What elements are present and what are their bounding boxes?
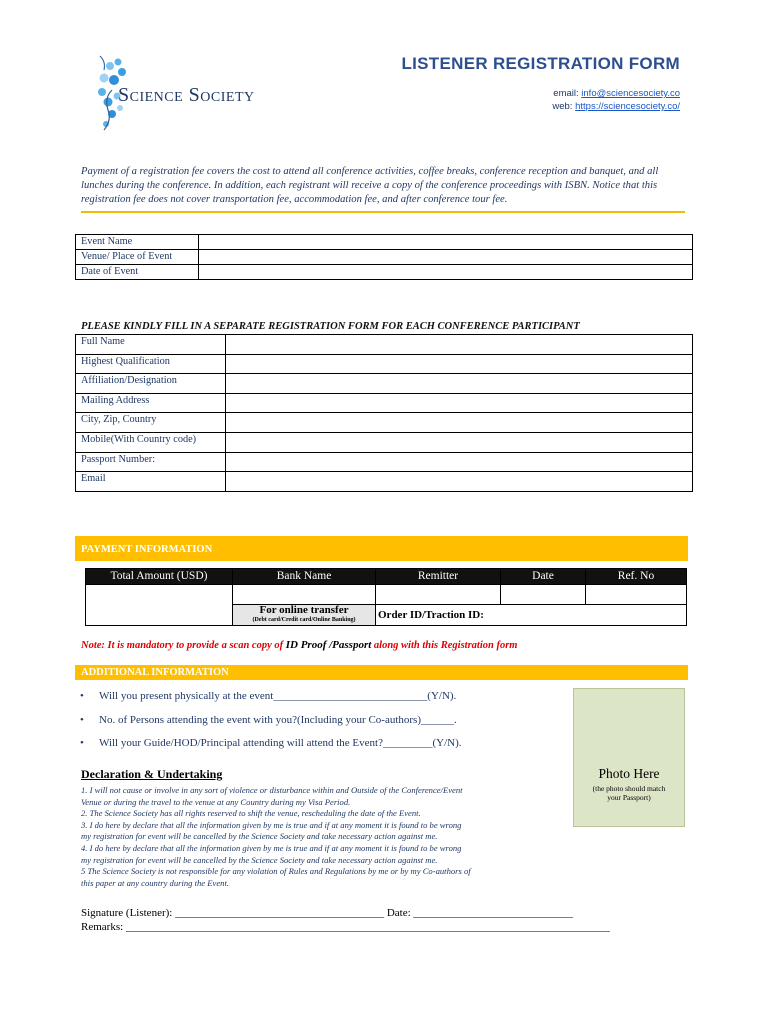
participant-notice: PLEASE KINDLY FILL IN A SEPARATE REGISTRATION FORM FOR EACH CONFERENCE PARTICIPANT [81,321,580,332]
question-guide-attending: Will your Guide/HOD/Principal attending will attend the Event?_________(Y/N). [99,737,462,749]
affiliation-label: Affiliation/Designation [76,374,226,394]
photo-title: Photo Here [598,766,660,781]
qualification-label: Highest Qualification [76,354,226,374]
photo-hint-2: your Passport) [607,793,651,802]
note-suffix: along with this Registration form [371,640,518,651]
email-field-label: Email [76,472,226,492]
table-header-row [86,569,687,585]
online-transfer-cell [233,605,376,626]
additional-section-header: ADDITIONAL INFORMATION [75,665,688,680]
ref-no-field[interactable] [586,585,687,605]
declaration-line: 3. I do here by declare that all the information given by me is true and if at any moment it is found to be wrong [81,819,462,830]
total-amount-field[interactable] [86,585,233,626]
bullet-icon: • [80,714,84,726]
contact-email [400,88,680,99]
form-title: LISTENER REGISTRATION FORM [401,54,680,73]
full-name-label: Full Name [76,335,226,355]
column-header: Date [501,569,586,585]
passport-label: Passport Number: [76,452,226,472]
signature-date-line[interactable]: Signature (Listener): ______________________________________ Date: _____________________________ [81,907,573,919]
table-row [76,250,693,265]
contact-web [400,101,680,112]
declaration-line: 2. The Science Society has all rights reserved to shift the venue, rescheduling the date of the Event. [81,808,421,819]
web-link[interactable]: https://sciencesociety.co/ [575,101,680,112]
photo-placeholder[interactable] [573,688,685,827]
order-id-field[interactable]: Order ID/Traction ID: [376,605,687,626]
table-row [76,432,693,452]
online-transfer-label: For online transfer [259,604,349,616]
event-name-label: Event Name [76,235,199,250]
declaration-line: 4. I do here by declare that all the information given by me is true and if at any moment it is found to be wrong [81,842,462,853]
table-row [76,472,693,492]
table-row [76,452,693,472]
affiliation-field[interactable] [226,374,693,394]
declaration-line: this paper at any country during the Event. [81,877,229,888]
question-persons-attending: No. of Persons attending the event with you?(Including your Co-authors)______. [99,714,457,726]
mailing-address-field[interactable] [226,393,693,413]
table-row [76,374,693,394]
declaration-line: Venue or during the travel to the venue at any Country during my Visa Period. [81,796,351,807]
mandatory-note [81,639,517,651]
event-table [75,234,693,280]
payment-section-header: PAYMENT INFORMATION [75,536,688,561]
declaration-line: 5 The Science Society is not responsible for any violation of Rules and Regulations by me or by my Co-authors of [81,866,471,877]
table-row [76,413,693,433]
table-row [76,265,693,280]
column-header: Remitter [376,569,501,585]
declaration-line: my registration for event will be cancelled by the Science Society and take necessary action against me. [81,854,438,865]
question-present-physically: Will you present physically at the event____________________________(Y/N). [99,690,457,702]
intro-paragraph: Payment of a registration fee covers the cost to attend all conference activities, coffee breaks, conference reception and banquet, and all lunches during the conference. In addition, each registrant will receive a copy of the conference proceedings with ISBN. Notice that this registration fee does not cover transportation fee, accommodation fee, and after conference tour fee. [81,166,659,205]
table-row [76,335,693,355]
email-link[interactable]: info@sciencesociety.co [581,88,680,99]
qualification-field[interactable] [226,354,693,374]
city-zip-country-field[interactable] [226,413,693,433]
remitter-field[interactable] [376,585,501,605]
mobile-field[interactable] [226,432,693,452]
event-date-label: Date of Event [76,265,199,280]
column-header: Total Amount (USD) [86,569,233,585]
date-field[interactable] [501,585,586,605]
column-header: Bank Name [233,569,376,585]
city-zip-country-label: City, Zip, Country [76,413,226,433]
photo-hint-1: (the photo should match [592,784,666,793]
web-label: web: [552,101,573,112]
full-name-field[interactable] [226,335,693,355]
mailing-address-label: Mailing Address [76,393,226,413]
remarks-line[interactable]: Remarks: ________________________________________________________________________________________ [81,921,610,933]
note-emphasis: ID Proof /Passport [285,639,372,651]
payment-table [85,568,687,626]
online-transfer-sub: (Debt card/Credit card/Online Banking) [252,617,356,623]
column-header: Ref. No [586,569,687,585]
bullet-icon: • [80,737,84,749]
table-row [76,235,693,250]
note-prefix: Note: It is mandatory to provide a scan copy of [81,640,286,651]
bullet-icon: • [80,690,84,702]
table-row [76,393,693,413]
declaration-title: Declaration & Undertaking [81,767,223,781]
declaration-line: 1. I will not cause or involve in any sort of violence or disturbance within and Outside of the Conference/Event [81,785,463,795]
mobile-label: Mobile(With Country code) [76,432,226,452]
table-row [86,585,687,605]
email-field[interactable] [226,472,693,492]
logo-text: Science Society [118,84,255,106]
bank-name-field[interactable] [233,585,376,605]
declaration-text [81,785,561,889]
email-label: email: [553,88,579,99]
participant-table [75,334,693,492]
event-name-field[interactable] [199,235,693,250]
venue-field[interactable] [199,250,693,265]
event-date-field[interactable] [199,265,693,280]
divider-rule [81,211,685,213]
passport-field[interactable] [226,452,693,472]
table-row [76,354,693,374]
declaration-line: my registration for event will be cancelled by the Science Society and take necessary action against me. [81,831,438,842]
venue-label: Venue/ Place of Event [76,250,199,265]
